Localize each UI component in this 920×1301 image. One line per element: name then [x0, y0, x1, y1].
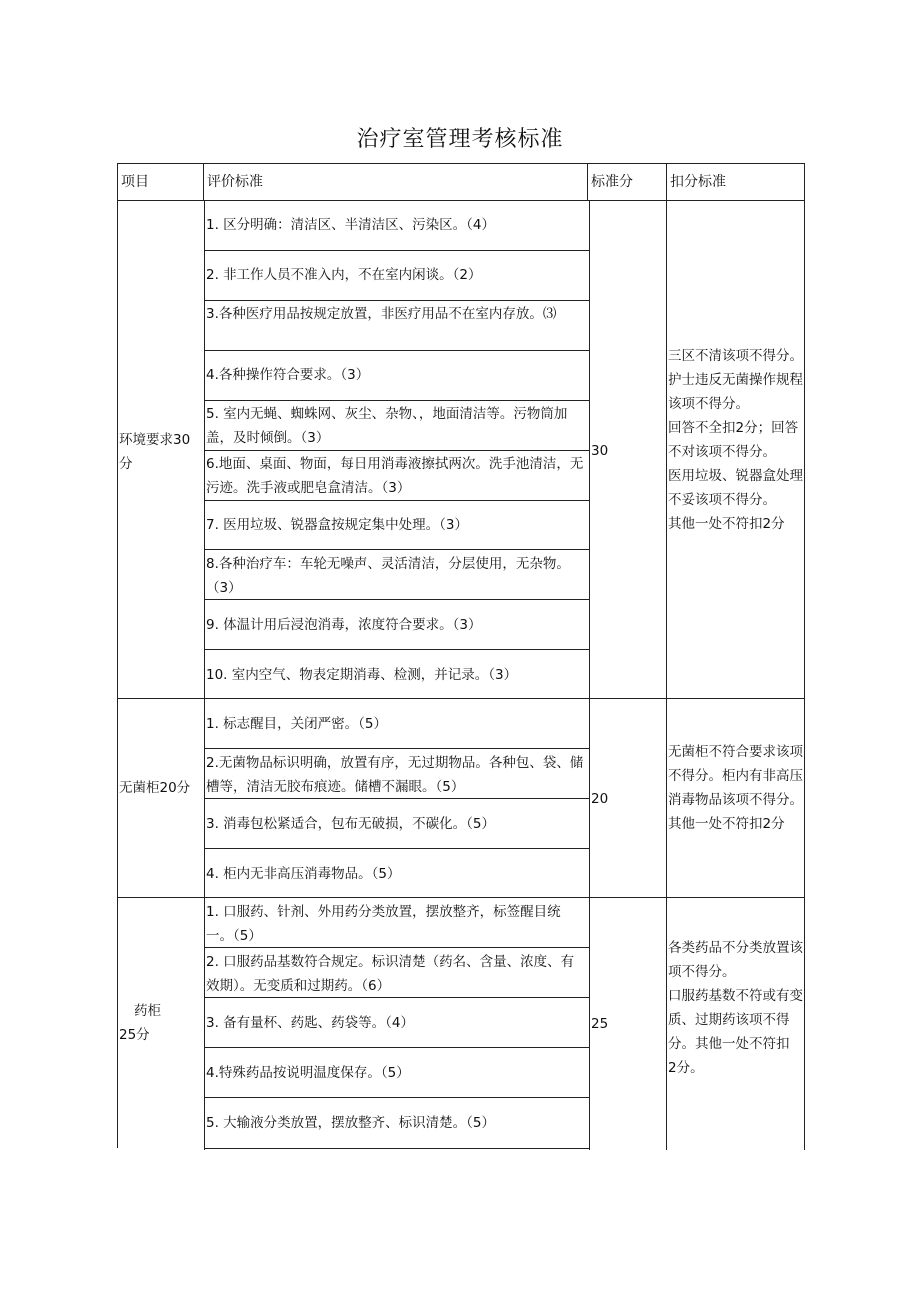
section-name-line: 药柜 [134, 1003, 161, 1019]
row-divider [204, 400, 589, 401]
criteria-item: 1. 口服药、针剂、外用药分类放置，摆放整齐，标签醒目统一。（5） [206, 904, 561, 944]
row-divider [204, 549, 589, 550]
column-divider [587, 163, 588, 200]
header-item: 项目 [121, 174, 149, 190]
column-divider [666, 163, 667, 200]
criteria-item: 7. 医用垃圾、锐器盒按规定集中处理。（3） [206, 517, 469, 533]
row-divider [204, 250, 589, 251]
criteria-item: 5. 大输液分类放置，摆放整齐、标识清楚。（5） [206, 1115, 496, 1131]
column-divider [203, 163, 204, 200]
criteria-item: 3.各种医疗用品按规定放置，非医疗用品不在室内存放。⑶ [206, 306, 557, 322]
criteria-item: 5. 室内无蝇、蜘蛛网、灰尘、杂物、，地面清洁等。污物筒加盖，及时倾倒。（3） [206, 406, 568, 446]
header-deduction: 扣分标准 [670, 174, 726, 190]
row-divider [204, 350, 589, 351]
column-divider [117, 163, 118, 1148]
criteria-item: 10. 室内空气、物表定期消毒、检测，并记录。（3） [206, 667, 518, 683]
row-divider [204, 500, 589, 501]
row-divider [204, 1047, 589, 1048]
column-divider [204, 897, 205, 1150]
section-score-environment: 30 [591, 443, 609, 459]
table-border-top [117, 163, 804, 164]
row-divider [204, 450, 589, 451]
criteria-item: 4. 柜内无非高压消毒物品。（5） [206, 866, 401, 882]
deduction-rule: 三区不清该项不得分。 [668, 348, 803, 364]
criteria-item: 9. 体温计用后浸泡消毒，浓度符合要求。（3） [206, 617, 482, 633]
column-divider [589, 897, 590, 1150]
page-title: 治疗室管理考核标准 [356, 127, 564, 152]
criteria-item: 2. 非工作人员不准入内，不在室内闲谈。（2） [206, 267, 482, 283]
deduction-rule: 口服药基数不符或有变质、过期药该项不得分。其他一处不符扣 [668, 988, 803, 1052]
criteria-item: 2. 口服药品基数符合规定。标识清楚（药名、含量、浓度、有效期）。无变质和过期药。（6） [206, 954, 575, 994]
criteria-item: 1. 标志醒目，关闭严密。（5） [206, 716, 388, 732]
criteria-item: 6.地面、桌面、物面，每日用消毒液擦拭两次。洗手池清洁，无污迹。洗手液或肥皂盒清洁。（3） [206, 456, 584, 496]
row-divider [204, 300, 589, 301]
deduction-rule: 各类药品不分类放置该项不得分。 [668, 940, 803, 980]
row-divider [204, 649, 589, 650]
section-score-sterile-cabinet: 20 [591, 791, 609, 807]
column-divider [804, 897, 805, 1150]
deduction-rules-sterile-cabinet [668, 740, 804, 836]
row-divider [204, 748, 589, 749]
column-divider [804, 698, 805, 897]
row-divider [204, 1148, 589, 1149]
section-divider [117, 698, 804, 699]
section-divider [117, 897, 804, 898]
criteria-item: 4.特殊药品按说明温度保存。（5） [206, 1065, 410, 1081]
column-divider [666, 897, 667, 1150]
column-divider [804, 163, 805, 200]
deduction-rule: 护士违反无菌操作规程该项不得分。 [668, 372, 803, 412]
criteria-item: 8.各种治疗车：车轮无噪声、灵活清洁，分层使用，无杂物。（3） [206, 556, 570, 596]
column-divider [666, 698, 667, 897]
criteria-item: 1. 区分明确：清洁区、半清洁区、污染区。（4） [206, 217, 496, 233]
section-score-medicine-cabinet: 25 [591, 1016, 609, 1032]
deduction-rule: 医用垃圾、锐器盒处理不妥该项不得分。 [668, 468, 803, 508]
column-divider [589, 200, 590, 698]
deduction-rule: 回答不全扣2分；回答不对该项不得分。 [668, 420, 799, 460]
header-criteria: 评价标准 [207, 174, 263, 190]
section-name-medicine-cabinet [119, 999, 203, 1047]
section-name-sterile-cabinet: 无菌柜20分 [119, 780, 191, 796]
header-score: 标准分 [591, 174, 633, 190]
deduction-rules-environment [668, 344, 804, 536]
deduction-rules-medicine-cabinet [668, 936, 804, 1080]
column-divider [666, 200, 667, 698]
deduction-rule: 2分。 [668, 1060, 704, 1076]
criteria-item: 4.各种操作符合要求。（3） [206, 367, 370, 383]
deduction-rule: 其他一处不符扣2分 [668, 816, 785, 832]
header-divider [117, 200, 804, 201]
column-divider [804, 200, 805, 698]
row-divider [204, 848, 589, 849]
criteria-item: 2.无菌物品标识明确，放置有序，无过期物品。各种包、袋、储槽等，清洁无胶布痕迹。储槽不漏眼。（5） [206, 755, 584, 795]
section-name-environment: 环境要求30分 [119, 432, 191, 472]
deduction-rule: 无菌柜不符合要求该项不得分。柜内有非高压消毒物品该项不得分。 [668, 744, 803, 808]
criteria-item: 3. 备有量杯、药匙、药袋等。（4） [206, 1015, 415, 1031]
deduction-rule: 其他一处不符扣2分 [668, 516, 785, 532]
row-divider [204, 1097, 589, 1098]
section-name-line: 25分 [119, 1027, 150, 1043]
column-divider [204, 200, 205, 698]
criteria-item: 3. 消毒包松紧适合，包布无破损，不碳化。（5） [206, 816, 496, 832]
column-divider [589, 698, 590, 897]
